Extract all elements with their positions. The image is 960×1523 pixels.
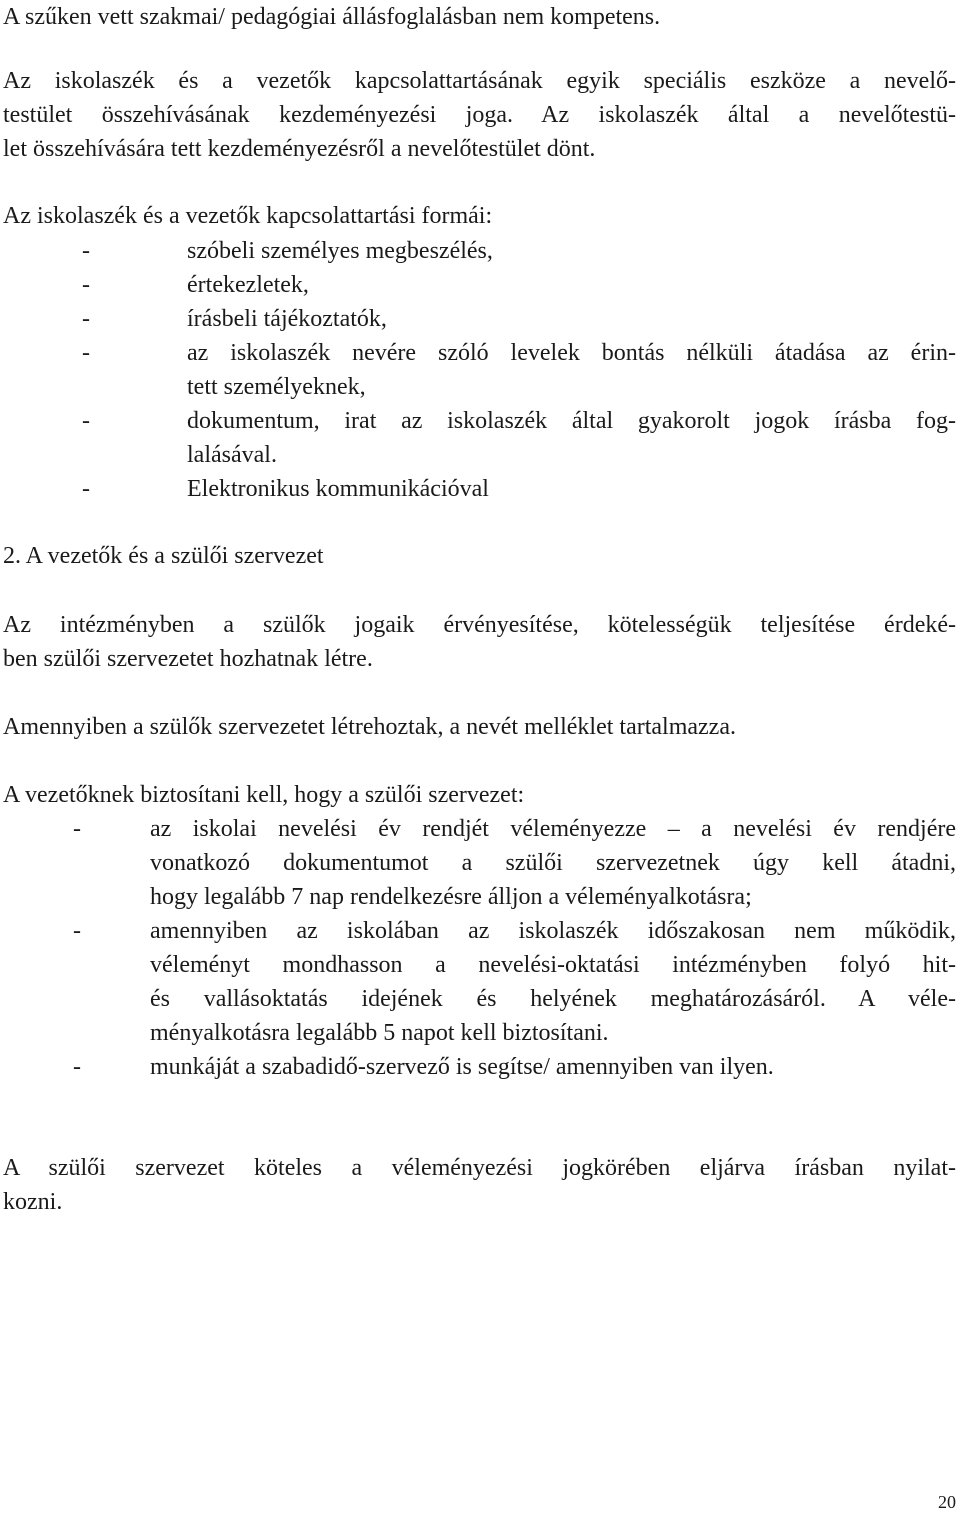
- list-item: értekezletek,: [187, 272, 309, 298]
- list-bullet: -: [73, 1054, 81, 1080]
- list-item: Elektronikus kommunikációval: [187, 476, 489, 502]
- section-paragraph: Amennyiben a szülők szervezetet létrehoztak, a nevét melléklet tartalmazza.: [3, 714, 736, 740]
- list-item-continuation: véleményt mondhasson a nevelési-oktatási intézményben folyó hit-: [150, 952, 956, 978]
- section-heading: 2. A vezetők és a szülői szervezet: [3, 543, 324, 569]
- list-bullet: -: [73, 816, 81, 842]
- list-item: dokumentum, irat az iskolaszék által gyakorolt jogok írásba fog-: [187, 408, 956, 434]
- closing-paragraph-line: A szülői szervezet köteles a véleményezési jogkörében eljárva írásban nyilat-: [3, 1155, 956, 1181]
- list-item: írásbeli tájékoztatók,: [187, 306, 387, 332]
- intro-paragraph-line: testület összehívásának kezdeményezési joga. Az iskolaszék által a nevelőtestü-: [3, 102, 956, 128]
- list-item-continuation: ményalkotásra legalább 5 napot kell biztosítani.: [150, 1020, 609, 1046]
- list-item-continuation: tett személyeknek,: [187, 374, 366, 400]
- intro-paragraph-line: Az iskolaszék és a vezetők kapcsolattartásának egyik speciális eszköze a nevelő-: [3, 68, 956, 94]
- list-item-continuation: lalásával.: [187, 442, 277, 468]
- list-item-continuation: hogy legalább 7 nap rendelkezésre álljon a véleményalkotásra;: [150, 884, 752, 910]
- contact-forms-heading: Az iskolaszék és a vezetők kapcsolattartási formái:: [3, 203, 493, 229]
- page-number: 20: [938, 1492, 956, 1512]
- list-item: szóbeli személyes megbeszélés,: [187, 238, 493, 264]
- list-bullet: -: [82, 340, 90, 366]
- list-bullet: -: [82, 306, 90, 332]
- list-item-continuation: és vallásoktatás idejének és helyének meghatározásáról. A véle-: [150, 986, 956, 1012]
- intro-line: A szűken vett szakmai/ pedagógiai állásfoglalásban nem kompetens.: [3, 4, 661, 30]
- list-item: munkáját a szabadidő-szervező is segítse/ amennyiben van ilyen.: [150, 1054, 774, 1080]
- intro-paragraph-line: let összehívására tett kezdeményezésről a nevelőtestület dönt.: [3, 136, 596, 162]
- list-bullet: -: [82, 476, 90, 502]
- list-bullet: -: [82, 408, 90, 434]
- section-paragraph-line: ben szülői szervezetet hozhatnak létre.: [3, 646, 373, 672]
- list-bullet: -: [82, 272, 90, 298]
- list-item: amennyiben az iskolában az iskolaszék időszakosan nem működik,: [150, 918, 956, 944]
- list-bullet: -: [73, 918, 81, 944]
- list-bullet: -: [82, 238, 90, 264]
- list-item: az iskolai nevelési év rendjét véleményezze – a nevelési év rendjére: [150, 816, 956, 842]
- closing-paragraph-line: kozni.: [3, 1189, 63, 1215]
- section-paragraph: A vezetőknek biztosítani kell, hogy a szülői szervezet:: [3, 782, 525, 808]
- list-item: az iskolaszék nevére szóló levelek bontás nélküli átadása az érin-: [187, 340, 956, 366]
- section-paragraph-line: Az intézményben a szülők jogaik érvényesítése, kötelességük teljesítése érdeké-: [3, 612, 956, 638]
- list-item-continuation: vonatkozó dokumentumot a szülői szervezetnek úgy kell átadni,: [150, 850, 956, 876]
